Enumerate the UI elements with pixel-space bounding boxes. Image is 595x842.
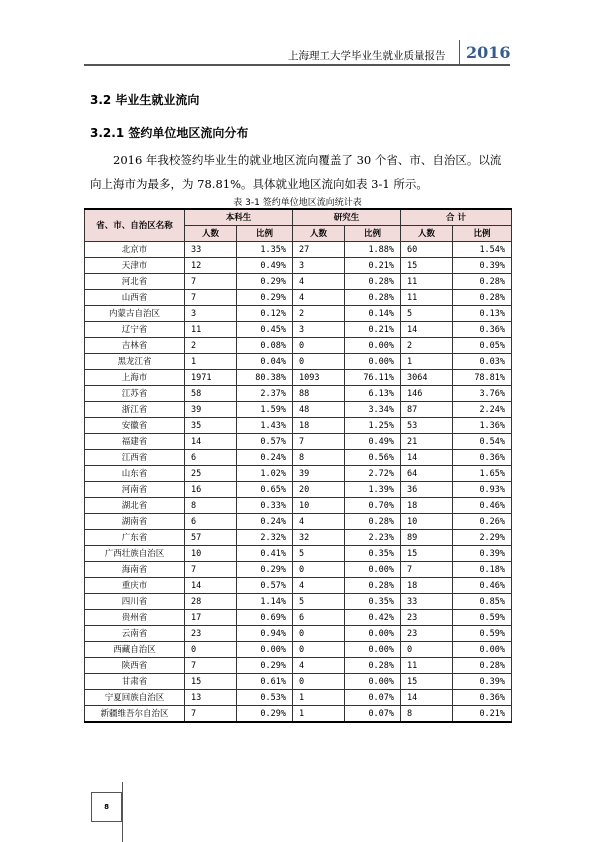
- table-row: [85, 482, 512, 498]
- table-cell-tp: 0.46%: [453, 578, 512, 594]
- table-cell-u: 7: [185, 706, 237, 723]
- table-cell-g: 6: [293, 610, 345, 626]
- table-cell-tp: 0.05%: [453, 338, 512, 354]
- table-caption: 表 3-1 签约单位地区流向统计表: [233, 198, 362, 208]
- table-cell-up: 0.49%: [237, 258, 293, 274]
- table-cell-t: 5: [401, 306, 453, 322]
- table-cell-g: 5: [293, 546, 345, 562]
- table-cell-gp: 0.21%: [345, 322, 401, 338]
- table-cell-t: 64: [401, 466, 453, 482]
- table-cell-gp: 0.49%: [345, 434, 401, 450]
- table-row: [85, 418, 512, 434]
- table-cell-up: 80.38%: [237, 370, 293, 386]
- table-cell-t: 23: [401, 610, 453, 626]
- table-cell-u: 23: [185, 626, 237, 642]
- table-cell-name: 新疆维吾尔自治区: [85, 706, 185, 723]
- table-cell-t: 36: [401, 482, 453, 498]
- table-cell-t: 2: [401, 338, 453, 354]
- table-cell-u: 8: [185, 498, 237, 514]
- table-cell-t: 87: [401, 402, 453, 418]
- table-cell-tp: 0.36%: [453, 450, 512, 466]
- table-row: [85, 466, 512, 482]
- table-cell-gp: 0.00%: [345, 674, 401, 690]
- table-row: [85, 354, 512, 370]
- table-cell-g: 8: [293, 450, 345, 466]
- table-cell-gp: 6.13%: [345, 386, 401, 402]
- table-cell-t: 11: [401, 290, 453, 306]
- table-cell-u: 12: [185, 258, 237, 274]
- table-row: [85, 642, 512, 658]
- table-row: [85, 322, 512, 338]
- table-cell-up: 0.24%: [237, 450, 293, 466]
- table-cell-g: 4: [293, 578, 345, 594]
- table-cell-g: 1: [293, 706, 345, 723]
- table-cell-u: 33: [185, 242, 237, 258]
- table-cell-name: 北京市: [85, 242, 185, 258]
- table-cell-t: 14: [401, 690, 453, 706]
- table-row: [85, 546, 512, 562]
- table-row: [85, 594, 512, 610]
- table-cell-u: 3: [185, 306, 237, 322]
- table-cell-gp: 1.39%: [345, 482, 401, 498]
- table-cell-up: 2.37%: [237, 386, 293, 402]
- header-grad-ratio: 比例: [345, 226, 401, 242]
- table-cell-up: 0.94%: [237, 626, 293, 642]
- table-cell-t: 18: [401, 578, 453, 594]
- page-number-line: [122, 782, 123, 842]
- table-cell-tp: 0.00%: [453, 642, 512, 658]
- table-cell-name: 陕西省: [85, 658, 185, 674]
- table-row: [85, 626, 512, 642]
- table-cell-tp: 0.28%: [453, 290, 512, 306]
- table-cell-u: 2: [185, 338, 237, 354]
- table-cell-tp: 0.18%: [453, 562, 512, 578]
- table-cell-u: 1971: [185, 370, 237, 386]
- table-cell-gp: 0.28%: [345, 290, 401, 306]
- table-cell-tp: 0.36%: [453, 322, 512, 338]
- table-cell-t: 7: [401, 562, 453, 578]
- table-cell-g: 3: [293, 258, 345, 274]
- table-cell-tp: 0.03%: [453, 354, 512, 370]
- table-cell-name: 河北省: [85, 274, 185, 290]
- table-cell-up: 1.02%: [237, 466, 293, 482]
- table-cell-tp: 2.24%: [453, 402, 512, 418]
- table-cell-name: 西藏自治区: [85, 642, 185, 658]
- table-cell-gp: 0.28%: [345, 578, 401, 594]
- table-cell-g: 88: [293, 386, 345, 402]
- table-cell-gp: 0.28%: [345, 274, 401, 290]
- table-cell-u: 7: [185, 290, 237, 306]
- table-cell-t: 14: [401, 450, 453, 466]
- table-row: [85, 530, 512, 546]
- table-cell-gp: 0.14%: [345, 306, 401, 322]
- table-cell-t: 18: [401, 498, 453, 514]
- report-header-title: 上海理工大学毕业生就业质量报告: [288, 50, 446, 62]
- table-cell-g: 3: [293, 322, 345, 338]
- table-cell-tp: 0.39%: [453, 674, 512, 690]
- table-cell-up: 0.57%: [237, 578, 293, 594]
- table-cell-name: 江苏省: [85, 386, 185, 402]
- table-cell-gp: 0.28%: [345, 658, 401, 674]
- header-total: 合 计: [401, 209, 512, 226]
- table-cell-up: 0.29%: [237, 290, 293, 306]
- table-cell-g: 39: [293, 466, 345, 482]
- table-cell-u: 57: [185, 530, 237, 546]
- table-cell-gp: 0.00%: [345, 338, 401, 354]
- table-cell-name: 湖北省: [85, 498, 185, 514]
- table-cell-name: 宁夏回族自治区: [85, 690, 185, 706]
- table-cell-g: 48: [293, 402, 345, 418]
- table-cell-tp: 0.59%: [453, 610, 512, 626]
- table-cell-t: 89: [401, 530, 453, 546]
- table-cell-u: 15: [185, 674, 237, 690]
- table-cell-g: 0: [293, 642, 345, 658]
- table-cell-gp: 0.56%: [345, 450, 401, 466]
- table-row: [85, 610, 512, 626]
- table-cell-up: 0.12%: [237, 306, 293, 322]
- table-cell-t: 15: [401, 258, 453, 274]
- table-cell-name: 福建省: [85, 434, 185, 450]
- table-cell-t: 11: [401, 274, 453, 290]
- table-row: [85, 370, 512, 386]
- table-cell-name: 广东省: [85, 530, 185, 546]
- section-heading: 3.2 毕业生就业流向: [90, 93, 200, 107]
- table-cell-g: 0: [293, 562, 345, 578]
- table-row: [85, 514, 512, 530]
- table-cell-name: 四川省: [85, 594, 185, 610]
- table-cell-g: 32: [293, 530, 345, 546]
- table-cell-up: 0.04%: [237, 354, 293, 370]
- table-cell-t: 15: [401, 546, 453, 562]
- table-cell-tp: 0.21%: [453, 706, 512, 723]
- paragraph-line-1: 2016 年我校签约毕业生的就业地区流向覆盖了 30 个省、市、自治区。以流: [113, 153, 502, 167]
- table-cell-t: 15: [401, 674, 453, 690]
- table-cell-gp: 0.00%: [345, 642, 401, 658]
- table-row: [85, 274, 512, 290]
- table-cell-tp: 0.54%: [453, 434, 512, 450]
- table-cell-g: 2: [293, 306, 345, 322]
- table-cell-up: 0.33%: [237, 498, 293, 514]
- table-cell-up: 0.29%: [237, 706, 293, 723]
- table-cell-up: 2.32%: [237, 530, 293, 546]
- table-cell-g: 1: [293, 690, 345, 706]
- header-region: 省、市、自治区名称: [85, 209, 185, 242]
- table-cell-name: 贵州省: [85, 610, 185, 626]
- table-row: [85, 338, 512, 354]
- region-distribution-table: [84, 208, 512, 723]
- table-cell-gp: 0.21%: [345, 258, 401, 274]
- table-cell-gp: 0.70%: [345, 498, 401, 514]
- table-cell-t: 60: [401, 242, 453, 258]
- table-cell-tp: 0.39%: [453, 258, 512, 274]
- table-cell-tp: 0.26%: [453, 514, 512, 530]
- header-grad: 研究生: [293, 209, 401, 226]
- table-cell-g: 10: [293, 498, 345, 514]
- table-row: [85, 242, 512, 258]
- table-cell-up: 0.53%: [237, 690, 293, 706]
- table-row: [85, 658, 512, 674]
- table-cell-u: 6: [185, 514, 237, 530]
- table-cell-gp: 0.00%: [345, 626, 401, 642]
- table-row: [85, 578, 512, 594]
- table-cell-tp: 0.36%: [453, 690, 512, 706]
- table-cell-gp: 1.25%: [345, 418, 401, 434]
- table-cell-tp: 78.81%: [453, 370, 512, 386]
- header-divider: [459, 40, 460, 66]
- report-year: 2016: [466, 43, 511, 62]
- paragraph-line-2: 向上海市为最多，为 78.81%。具体就业地区流向如表 3-1 所示。: [90, 177, 428, 191]
- table-cell-name: 黑龙江省: [85, 354, 185, 370]
- header-total-count: 人数: [401, 226, 453, 242]
- table-cell-g: 7: [293, 434, 345, 450]
- table-cell-name: 内蒙古自治区: [85, 306, 185, 322]
- table-row: [85, 450, 512, 466]
- subsection-heading: 3.2.1 签约单位地区流向分布: [90, 126, 249, 140]
- table-cell-up: 1.59%: [237, 402, 293, 418]
- table-cell-name: 广西壮族自治区: [85, 546, 185, 562]
- table-cell-name: 海南省: [85, 562, 185, 578]
- table-cell-u: 28: [185, 594, 237, 610]
- table-row: [85, 290, 512, 306]
- table-row: [85, 306, 512, 322]
- table-cell-g: 4: [293, 274, 345, 290]
- table-cell-u: 14: [185, 434, 237, 450]
- table-cell-u: 16: [185, 482, 237, 498]
- page-number: 8: [91, 792, 122, 822]
- table-row: [85, 562, 512, 578]
- table-cell-u: 7: [185, 562, 237, 578]
- table-cell-up: 0.45%: [237, 322, 293, 338]
- table-cell-tp: 0.46%: [453, 498, 512, 514]
- table-cell-up: 0.29%: [237, 274, 293, 290]
- table-cell-g: 20: [293, 482, 345, 498]
- table-cell-gp: 0.00%: [345, 562, 401, 578]
- table-row: [85, 706, 512, 723]
- table-cell-t: 14: [401, 322, 453, 338]
- table-cell-tp: 0.59%: [453, 626, 512, 642]
- table-cell-gp: 1.88%: [345, 242, 401, 258]
- table-cell-u: 35: [185, 418, 237, 434]
- table-cell-t: 1: [401, 354, 453, 370]
- table-cell-u: 58: [185, 386, 237, 402]
- table-cell-tp: 0.28%: [453, 658, 512, 674]
- table-row: [85, 402, 512, 418]
- table-cell-g: 0: [293, 354, 345, 370]
- table-cell-u: 7: [185, 658, 237, 674]
- table-cell-name: 甘肃省: [85, 674, 185, 690]
- table-cell-g: 5: [293, 594, 345, 610]
- table-cell-g: 27: [293, 242, 345, 258]
- table-cell-gp: 3.34%: [345, 402, 401, 418]
- table-cell-up: 0.57%: [237, 434, 293, 450]
- table-cell-t: 23: [401, 626, 453, 642]
- table-cell-name: 河南省: [85, 482, 185, 498]
- header-undergrad-count: 人数: [185, 226, 237, 242]
- table-cell-tp: 0.39%: [453, 546, 512, 562]
- table-cell-tp: 1.36%: [453, 418, 512, 434]
- table-cell-u: 39: [185, 402, 237, 418]
- table-cell-u: 10: [185, 546, 237, 562]
- table-cell-up: 1.35%: [237, 242, 293, 258]
- table-cell-t: 8: [401, 706, 453, 723]
- table-cell-t: 33: [401, 594, 453, 610]
- table-cell-g: 4: [293, 514, 345, 530]
- table-cell-gp: 0.00%: [345, 354, 401, 370]
- table-cell-up: 1.43%: [237, 418, 293, 434]
- table-cell-g: 0: [293, 338, 345, 354]
- table-cell-gp: 0.35%: [345, 594, 401, 610]
- table-row: [85, 498, 512, 514]
- table-cell-up: 0.08%: [237, 338, 293, 354]
- table-cell-u: 17: [185, 610, 237, 626]
- table-cell-g: 4: [293, 658, 345, 674]
- table-cell-up: 0.69%: [237, 610, 293, 626]
- table-cell-name: 山东省: [85, 466, 185, 482]
- table-cell-up: 0.00%: [237, 642, 293, 658]
- body-paragraph: [90, 148, 510, 196]
- table-cell-name: 吉林省: [85, 338, 185, 354]
- header-rule: [84, 64, 510, 66]
- table-cell-gp: 0.07%: [345, 690, 401, 706]
- table-cell-tp: 3.76%: [453, 386, 512, 402]
- table-cell-u: 25: [185, 466, 237, 482]
- table-cell-g: 0: [293, 626, 345, 642]
- table-cell-up: 0.61%: [237, 674, 293, 690]
- table-cell-tp: 2.29%: [453, 530, 512, 546]
- table-row: [85, 258, 512, 274]
- table-cell-name: 上海市: [85, 370, 185, 386]
- header-total-ratio: 比例: [453, 226, 512, 242]
- table-cell-g: 1093: [293, 370, 345, 386]
- table-cell-up: 0.29%: [237, 658, 293, 674]
- table-row: [85, 690, 512, 706]
- table-cell-name: 浙江省: [85, 402, 185, 418]
- table-cell-g: 4: [293, 290, 345, 306]
- table-cell-name: 天津市: [85, 258, 185, 274]
- table-cell-name: 江西省: [85, 450, 185, 466]
- table-cell-g: 0: [293, 674, 345, 690]
- table-cell-u: 14: [185, 578, 237, 594]
- table-cell-tp: 1.54%: [453, 242, 512, 258]
- table-cell-gp: 2.23%: [345, 530, 401, 546]
- table-cell-gp: 2.72%: [345, 466, 401, 482]
- table-cell-gp: 76.11%: [345, 370, 401, 386]
- table-cell-gp: 0.35%: [345, 546, 401, 562]
- header-undergrad-ratio: 比例: [237, 226, 293, 242]
- header-undergrad: 本科生: [185, 209, 293, 226]
- table-cell-tp: 0.85%: [453, 594, 512, 610]
- table-row: [85, 674, 512, 690]
- table-cell-t: 10: [401, 514, 453, 530]
- table-cell-tp: 0.13%: [453, 306, 512, 322]
- table-cell-u: 6: [185, 450, 237, 466]
- table-cell-t: 11: [401, 658, 453, 674]
- table-cell-gp: 0.07%: [345, 706, 401, 723]
- table-cell-u: 1: [185, 354, 237, 370]
- table-cell-up: 0.41%: [237, 546, 293, 562]
- header-grad-count: 人数: [293, 226, 345, 242]
- table-cell-t: 3064: [401, 370, 453, 386]
- table-cell-g: 18: [293, 418, 345, 434]
- table-cell-t: 21: [401, 434, 453, 450]
- table-cell-t: 53: [401, 418, 453, 434]
- table-cell-name: 云南省: [85, 626, 185, 642]
- table-cell-t: 146: [401, 386, 453, 402]
- table-cell-name: 重庆市: [85, 578, 185, 594]
- table-body: [85, 242, 512, 723]
- table-cell-up: 0.29%: [237, 562, 293, 578]
- table-cell-u: 7: [185, 274, 237, 290]
- table-cell-tp: 0.28%: [453, 274, 512, 290]
- table-cell-tp: 0.93%: [453, 482, 512, 498]
- table-cell-name: 辽宁省: [85, 322, 185, 338]
- table-cell-tp: 1.65%: [453, 466, 512, 482]
- table-cell-name: 湖南省: [85, 514, 185, 530]
- table-cell-t: 0: [401, 642, 453, 658]
- table-row: [85, 434, 512, 450]
- table-cell-u: 0: [185, 642, 237, 658]
- table-row: [85, 386, 512, 402]
- table-cell-u: 13: [185, 690, 237, 706]
- table-cell-gp: 0.42%: [345, 610, 401, 626]
- table-cell-name: 安徽省: [85, 418, 185, 434]
- table-cell-name: 山西省: [85, 290, 185, 306]
- table-cell-up: 1.14%: [237, 594, 293, 610]
- table-cell-up: 0.65%: [237, 482, 293, 498]
- table-cell-up: 0.24%: [237, 514, 293, 530]
- table-cell-u: 11: [185, 322, 237, 338]
- table-cell-gp: 0.28%: [345, 514, 401, 530]
